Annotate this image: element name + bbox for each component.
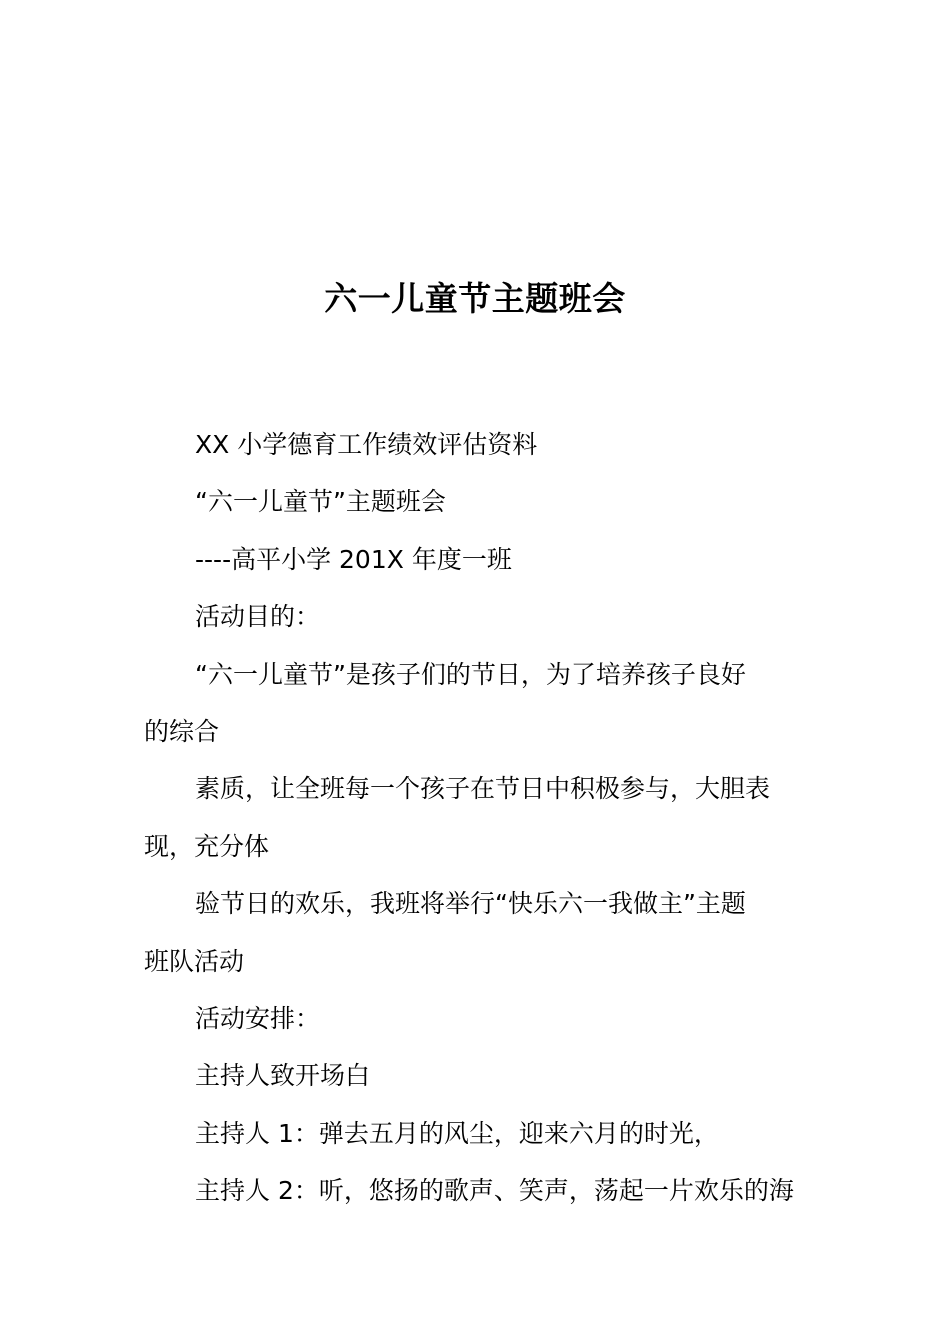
paragraph-line: “六一儿童节”主题班会 bbox=[195, 487, 446, 517]
paragraph-line: 的综合 bbox=[144, 716, 220, 746]
paragraph-line: 主持人 2：听，悠扬的歌声、笑声，荡起一片欢乐的海 bbox=[195, 1176, 794, 1206]
paragraph-line: ----高平小学 201X 年度一班 bbox=[195, 544, 512, 574]
paragraph-line: 现，充分体 bbox=[144, 831, 270, 861]
paragraph-line: 主持人 1：弹去五月的风尘，迎来六月的时光， bbox=[195, 1118, 719, 1148]
paragraph-line: 素质，让全班每一个孩子在节日中积极参与，大胆表 bbox=[195, 774, 771, 804]
paragraph-line: “六一儿童节”是孩子们的节日，为了培养孩子良好 bbox=[195, 659, 746, 689]
paragraph-line: 验节日的欢乐，我班将举行“快乐六一我做主”主题 bbox=[195, 889, 746, 919]
paragraph-line: 班队活动 bbox=[144, 946, 245, 976]
paragraph-line: 主持人致开场白 bbox=[195, 1061, 371, 1091]
paragraph-line: 活动目的： bbox=[195, 602, 321, 632]
paragraph-line: 活动安排： bbox=[195, 1003, 321, 1033]
paragraph-line: XX 小学德育工作绩效评估资料 bbox=[195, 430, 538, 459]
document-title: 六一儿童节主题班会 bbox=[324, 279, 626, 318]
document-body bbox=[144, 416, 808, 1219]
